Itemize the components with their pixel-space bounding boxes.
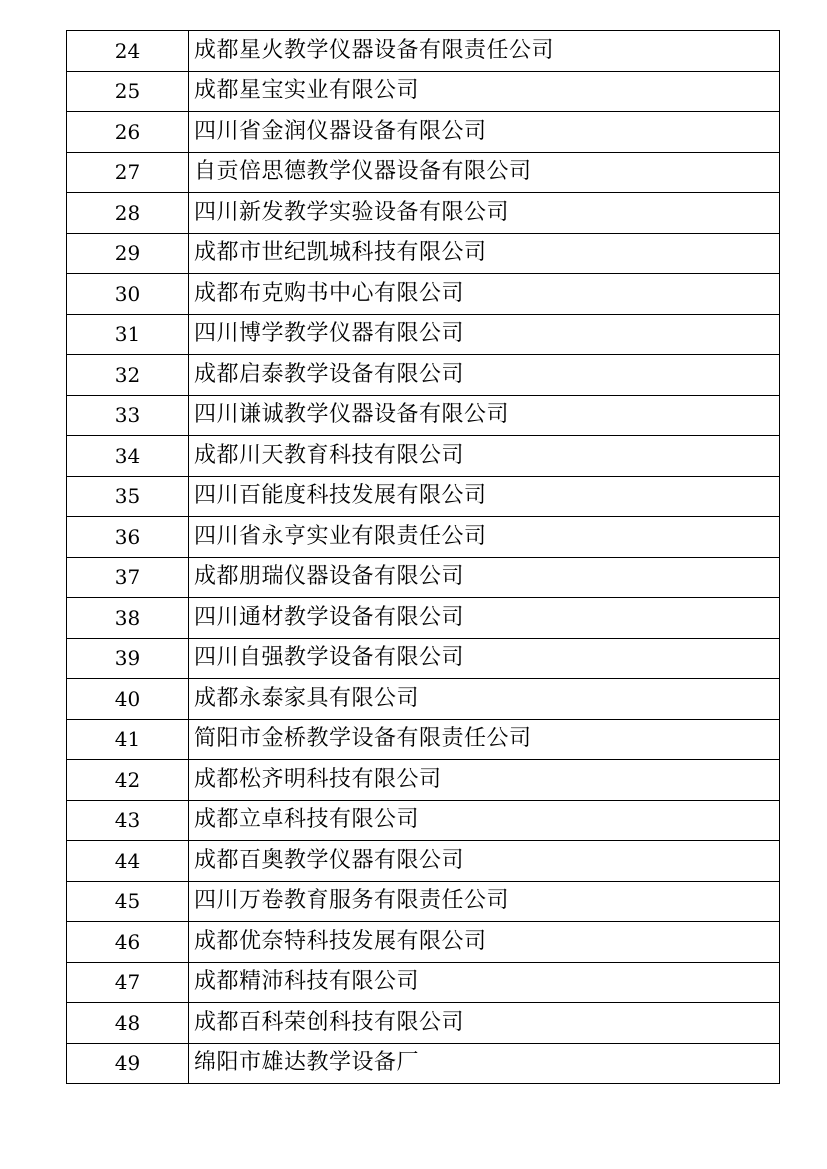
row-number: 24: [67, 31, 189, 72]
company-name: 成都精沛科技有限公司: [189, 962, 780, 1003]
company-name: 绵阳市雄达教学设备厂: [189, 1043, 780, 1084]
table-row: [67, 436, 780, 477]
company-name: 成都松齐明科技有限公司: [189, 760, 780, 801]
company-name: 四川谦诚教学仪器设备有限公司: [189, 395, 780, 436]
row-number: 48: [67, 1003, 189, 1044]
row-number: 30: [67, 274, 189, 315]
company-name: 四川自强教学设备有限公司: [189, 638, 780, 679]
table-row: [67, 152, 780, 193]
table-row: [67, 314, 780, 355]
table-row: [67, 841, 780, 882]
company-name: 四川省永亨实业有限责任公司: [189, 517, 780, 558]
row-number: 45: [67, 881, 189, 922]
company-name: 四川博学教学仪器有限公司: [189, 314, 780, 355]
table-row: [67, 517, 780, 558]
row-number: 28: [67, 193, 189, 234]
company-name: 成都朋瑞仪器设备有限公司: [189, 557, 780, 598]
company-name: 成都优奈特科技发展有限公司: [189, 922, 780, 963]
company-name: 四川通材教学设备有限公司: [189, 598, 780, 639]
company-name: 四川百能度科技发展有限公司: [189, 476, 780, 517]
table-row: [67, 800, 780, 841]
company-name: 成都星宝实业有限公司: [189, 71, 780, 112]
table-row: [67, 71, 780, 112]
row-number: 47: [67, 962, 189, 1003]
table-row: [67, 355, 780, 396]
company-name: 成都立卓科技有限公司: [189, 800, 780, 841]
table-row: [67, 598, 780, 639]
company-name: 成都川天教育科技有限公司: [189, 436, 780, 477]
row-number: 31: [67, 314, 189, 355]
company-name: 成都永泰家具有限公司: [189, 679, 780, 720]
row-number: 43: [67, 800, 189, 841]
row-number: 37: [67, 557, 189, 598]
row-number: 26: [67, 112, 189, 153]
table-body: [67, 31, 780, 1084]
table-row: [67, 638, 780, 679]
row-number: 33: [67, 395, 189, 436]
company-name: 成都百奥教学仪器有限公司: [189, 841, 780, 882]
table-row: [67, 233, 780, 274]
table-row: [67, 274, 780, 315]
company-name: 成都布克购书中心有限公司: [189, 274, 780, 315]
table-row: [67, 193, 780, 234]
row-number: 36: [67, 517, 189, 558]
row-number: 46: [67, 922, 189, 963]
company-name: 四川省金润仪器设备有限公司: [189, 112, 780, 153]
table-row: [67, 760, 780, 801]
row-number: 27: [67, 152, 189, 193]
row-number: 40: [67, 679, 189, 720]
table-row: [67, 719, 780, 760]
table-row: [67, 1043, 780, 1084]
table-row: [67, 557, 780, 598]
company-name: 成都百科荣创科技有限公司: [189, 1003, 780, 1044]
table-row: [67, 881, 780, 922]
row-number: 29: [67, 233, 189, 274]
table-row: [67, 31, 780, 72]
company-name: 成都市世纪凯城科技有限公司: [189, 233, 780, 274]
company-name: 四川新发教学实验设备有限公司: [189, 193, 780, 234]
row-number: 35: [67, 476, 189, 517]
company-name: 成都启泰教学设备有限公司: [189, 355, 780, 396]
row-number: 39: [67, 638, 189, 679]
table-row: [67, 112, 780, 153]
row-number: 25: [67, 71, 189, 112]
row-number: 38: [67, 598, 189, 639]
company-list-table: [66, 30, 780, 1084]
company-name: 四川万卷教育服务有限责任公司: [189, 881, 780, 922]
row-number: 42: [67, 760, 189, 801]
row-number: 34: [67, 436, 189, 477]
company-name: 成都星火教学仪器设备有限责任公司: [189, 31, 780, 72]
row-number: 32: [67, 355, 189, 396]
table-row: [67, 679, 780, 720]
table-row: [67, 962, 780, 1003]
row-number: 41: [67, 719, 189, 760]
row-number: 49: [67, 1043, 189, 1084]
company-name: 自贡倍思德教学仪器设备有限公司: [189, 152, 780, 193]
table-row: [67, 476, 780, 517]
company-name: 简阳市金桥教学设备有限责任公司: [189, 719, 780, 760]
table-row: [67, 922, 780, 963]
row-number: 44: [67, 841, 189, 882]
table-row: [67, 395, 780, 436]
table-row: [67, 1003, 780, 1044]
